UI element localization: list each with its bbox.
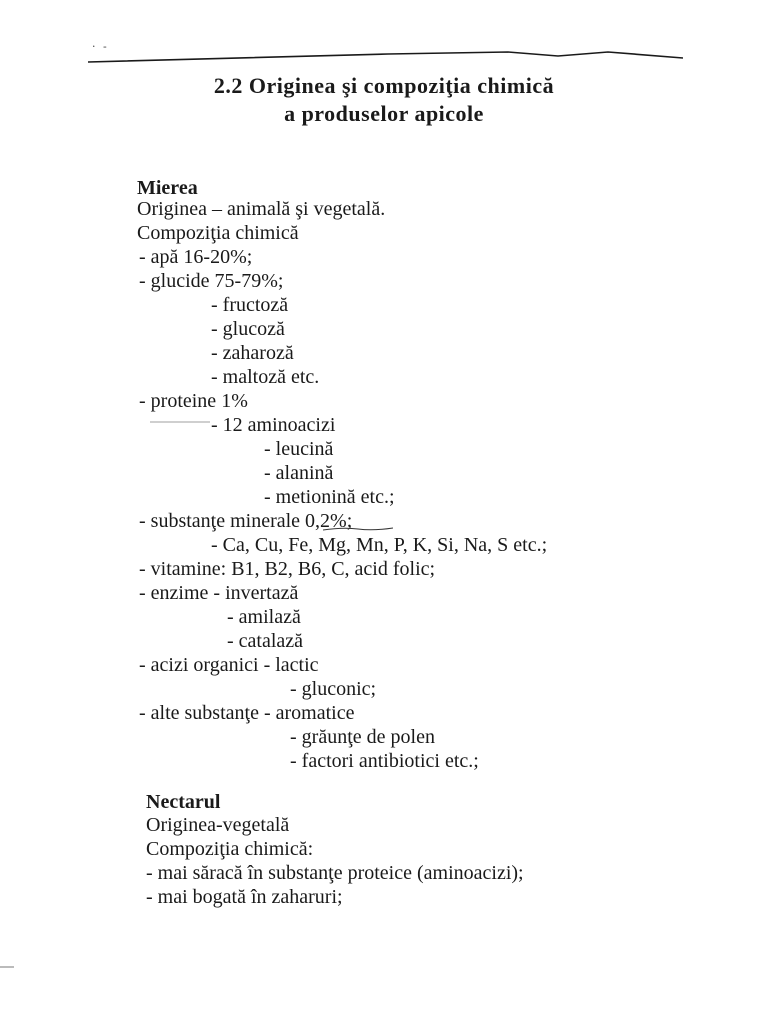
scan-mark: · - bbox=[92, 40, 109, 53]
mierea-origin: Originea – animală şi vegetală. bbox=[137, 198, 386, 220]
item-substante-minerale: - substanţe minerale 0,2%; bbox=[139, 510, 353, 532]
nectarul-origin: Originea-vegetală bbox=[146, 814, 290, 836]
page-title-line-2: a produselor apicole bbox=[284, 101, 484, 126]
nectarul-item-zaharuri: - mai bogată în zaharuri; bbox=[146, 886, 343, 908]
handwritten-underline bbox=[323, 526, 393, 532]
nectarul-composition-label: Compoziţia chimică: bbox=[146, 838, 314, 860]
sub-item-factori-antibiotici: - factori antibiotici etc.; bbox=[290, 750, 479, 772]
sub-item-graunte-polen: - grăunţe de polen bbox=[290, 726, 435, 748]
sub-item-aminoacizi: - 12 aminoacizi bbox=[211, 414, 336, 436]
item-apa: - apă 16-20%; bbox=[139, 246, 253, 268]
section-heading-mierea: Mierea bbox=[137, 177, 198, 199]
item-proteine: - proteine 1% bbox=[139, 390, 248, 412]
scan-edge-mark bbox=[0, 966, 14, 968]
sub-item-gluconic: - gluconic; bbox=[290, 678, 377, 700]
sub-sub-item-alanina: - alanină bbox=[264, 462, 334, 484]
sub-item-minerale-list: - Ca, Cu, Fe, Mg, Mn, P, K, Si, Na, S etc.; bbox=[211, 534, 548, 556]
section-heading-nectarul: Nectarul bbox=[146, 791, 221, 813]
sub-item-fructoza: - fructoză bbox=[211, 294, 289, 316]
sub-sub-item-leucina: - leucină bbox=[264, 438, 334, 460]
page-title-line-1: 2.2 Originea şi compoziţia chimică bbox=[213, 73, 555, 98]
nectarul-item-proteice: - mai săracă în substanţe proteice (aminoacizi); bbox=[146, 862, 524, 884]
item-acizi-organici: - acizi organici - lactic bbox=[139, 654, 319, 676]
scan-smudge bbox=[150, 421, 210, 423]
sub-item-catalaza: - catalază bbox=[227, 630, 304, 652]
item-vitamine: - vitamine: B1, B2, B6, C, acid folic; bbox=[139, 558, 436, 580]
sub-item-maltoza: - maltoză etc. bbox=[211, 366, 320, 388]
item-enzime: - enzime - invertază bbox=[139, 582, 299, 604]
top-rule bbox=[88, 50, 683, 64]
item-alte-substante: - alte substanţe - aromatice bbox=[139, 702, 355, 724]
sub-sub-item-metionina: - metionină etc.; bbox=[264, 486, 395, 508]
sub-item-amilaza: - amilază bbox=[227, 606, 301, 628]
item-glucide: - glucide 75-79%; bbox=[139, 270, 284, 292]
sub-item-glucoza: - glucoză bbox=[211, 318, 285, 340]
sub-item-zaharoza: - zaharoză bbox=[211, 342, 294, 364]
mierea-composition-label: Compoziţia chimică bbox=[137, 222, 299, 244]
